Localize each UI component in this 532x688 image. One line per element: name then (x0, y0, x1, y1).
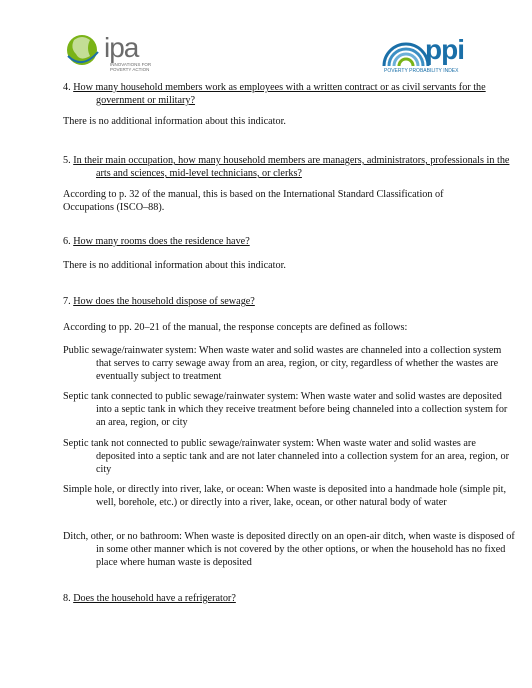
definition-item: Septic tank connected to public sewage/rainwater system: When waste water and solid wastes are deposited into a septic tank in which they receive treatment before being channeled into a collection system for an area, region, or city (63, 391, 508, 428)
page-header (0, 0, 532, 80)
question-4 (63, 81, 516, 107)
info-text: According to p. 32 of the manual, this is based on the International Standard Classification of Occupations (ISCO–88). (63, 189, 444, 213)
question-number: 8. (63, 593, 74, 604)
question-text: In their main occupation, how many household members are managers, administrators, professionals in the arts and sciences, mid-level technicians, or clerks? (73, 155, 510, 179)
question-text: How many rooms does the residence have? (73, 236, 250, 247)
ipa-logo-subtitle: INNOVATIONS FOR POVERTY ACTION (110, 62, 152, 72)
question-6 (63, 235, 516, 248)
definition-item: Public sewage/rainwater system: When waste water and solid wastes are channeled into a collection system that serves to carry sewage away from an area, region, or city, regardless of whether the wastes are eventually subject to treatment (63, 345, 502, 382)
definition-item: Ditch, other, or no bathroom: When waste is deposited directly on an open-air ditch, when waste is disposed of in some other manner which is not covered by the other options, or when the household has no fixed place where human waste is deposited (63, 531, 515, 568)
question-text: How many household members work as employees with a written contract or as civil servants for the government or military? (73, 82, 486, 106)
question-number: 7. (63, 296, 74, 307)
definition-item: Septic tank not connected to public sewage/rainwater system: When waste water and solid wastes are deposited into a septic tank and are not later channeled into a collection system for an area, region, or city (63, 438, 510, 475)
question-number: 4. (63, 82, 74, 93)
info-text: According to pp. 20–21 of the manual, the response concepts are defined as follows: (63, 322, 408, 333)
question-text: How does the household dispose of sewage? (73, 296, 255, 307)
info-text: There is no additional information about this indicator. (63, 260, 286, 271)
question-5 (63, 154, 516, 180)
ipa-logo-text: ipa (104, 32, 139, 63)
ppi-logo-text: ppi (425, 34, 464, 65)
info-text: There is no additional information about this indicator. (63, 116, 286, 127)
question-8 (63, 592, 516, 605)
question-7 (63, 295, 516, 308)
definition-item: Simple hole, or directly into river, lake, or ocean: When waste is deposited into a handmade hole (simple pit, well, borehole, etc.) or directly into a river, lake, ocean, or other natural body of water (63, 484, 507, 508)
question-number: 5. (63, 155, 74, 166)
ppi-logo-subtitle: POVERTY PROBABILITY INDEX (384, 68, 459, 74)
question-text: Does the household have a refrigerator? (73, 593, 236, 604)
question-number: 6. (63, 236, 74, 247)
